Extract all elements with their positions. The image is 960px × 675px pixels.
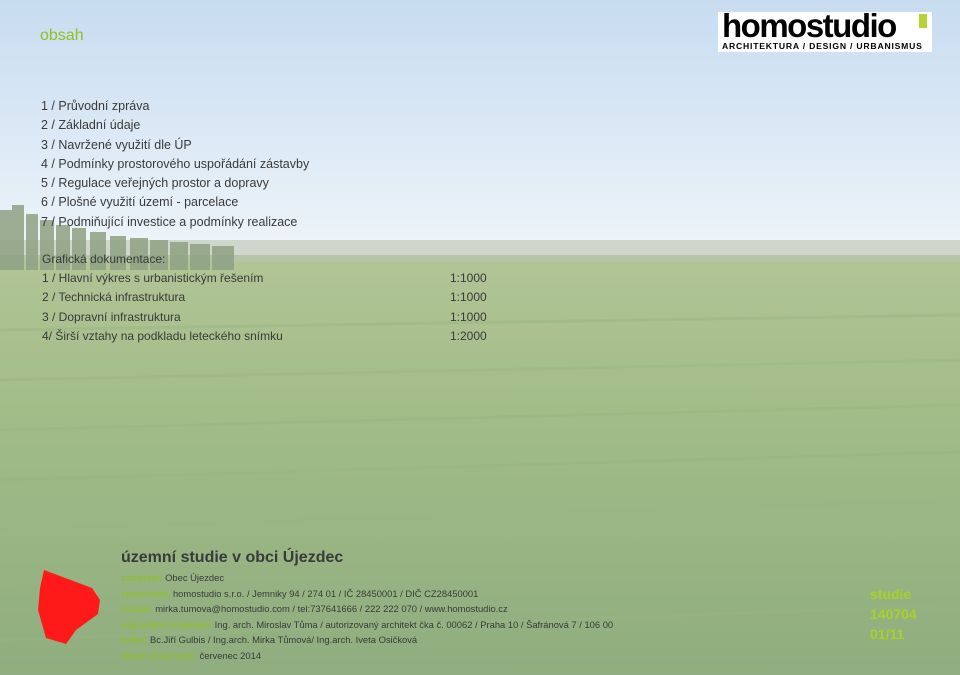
graphic-item-name: 1 / Hlavní výkres s urbanistickým řešením	[42, 271, 264, 286]
toc-item: 6 / Plošné využití území - parcelace	[41, 195, 239, 210]
detail-label: zpracovatel	[121, 587, 169, 599]
graphic-item	[42, 327, 502, 346]
toc-item: 5 / Regulace veřejných prostor a dopravy	[41, 176, 269, 191]
page-heading: obsah	[40, 27, 84, 44]
graphic-item-name: 4/ Širší vztahy na podkladu leteckého snímku	[42, 328, 283, 343]
toc-item: 4 / Podmínky prostorového uspořádání zástavby	[41, 156, 310, 171]
graphic-item-scale: 1:2000	[450, 328, 487, 343]
detail-label: řešitel	[121, 634, 147, 646]
project-details	[121, 570, 613, 664]
detail-value: červenec 2014	[199, 649, 262, 661]
toc-item: 2 / Základní údaje	[41, 118, 141, 133]
detail-row	[121, 586, 613, 602]
graphic-item-name: 3 / Dopravní infrastruktura	[42, 309, 181, 324]
detail-row	[121, 648, 613, 664]
detail-value: Ing. arch. Miroslav Tůma / autorizovaný architekt čka č. 00062 / Praha 10 / Šafránová 7 / 106 00	[214, 618, 614, 630]
logo-tagline: ARCHITEKTURA / DESIGN / URBANISMUS	[722, 41, 923, 51]
homostudio-logo	[718, 7, 932, 52]
code-number: 140704	[870, 606, 917, 622]
detail-row	[121, 632, 613, 648]
graphic-item	[42, 269, 502, 288]
detail-value: homostudio s.r.o. / Jemniky 94 / 274 01 / IČ 28450001 / DIČ CZ28450001	[172, 587, 479, 599]
detail-label: datum zpracování	[121, 649, 196, 661]
logo-accent-mark	[919, 14, 927, 28]
detail-label: odpovědný projektant	[121, 618, 211, 630]
graphic-item	[42, 308, 502, 327]
graphic-item-scale: 1:1000	[450, 271, 487, 286]
graphic-documentation	[42, 250, 502, 346]
detail-row	[121, 617, 613, 633]
detail-row	[121, 601, 613, 617]
graphic-item-scale: 1:1000	[450, 309, 487, 324]
graphic-heading: Grafická dokumentace:	[42, 252, 166, 266]
detail-row	[121, 570, 613, 586]
graphic-item	[42, 288, 502, 307]
document-code	[870, 584, 917, 644]
detail-label: zadavatel	[121, 572, 162, 583]
project-title: územní studie v obci Újezdec	[121, 549, 344, 566]
detail-value: Obec Újezdec	[165, 572, 225, 583]
code-type: studie	[870, 586, 912, 602]
graphic-item-scale: 1:1000	[450, 290, 487, 305]
detail-label: kontakt	[121, 603, 152, 615]
detail-value: mirka.tumova@homostudio.com / tel:737641666 / 222 222 070 / www.homostudio.cz	[155, 603, 508, 615]
table-of-contents	[41, 97, 309, 232]
toc-item: 1 / Průvodní zpráva	[41, 99, 150, 113]
toc-item: 7 / Podmiňující investice a podmínky realizace	[41, 214, 298, 229]
detail-value: Bc.Jiří Gulbis / Ing.arch. Mirka Tůmová/ Ing.arch. Iveta Osičková	[150, 634, 418, 646]
code-sheet: 01/11	[870, 626, 905, 642]
graphic-item-name: 2 / Technická infrastruktura	[42, 290, 186, 305]
toc-item: 3 / Navržené využití dle ÚP	[41, 137, 192, 152]
logo-wordmark: homostudio	[722, 7, 896, 44]
site-location-shape-icon	[36, 566, 104, 646]
